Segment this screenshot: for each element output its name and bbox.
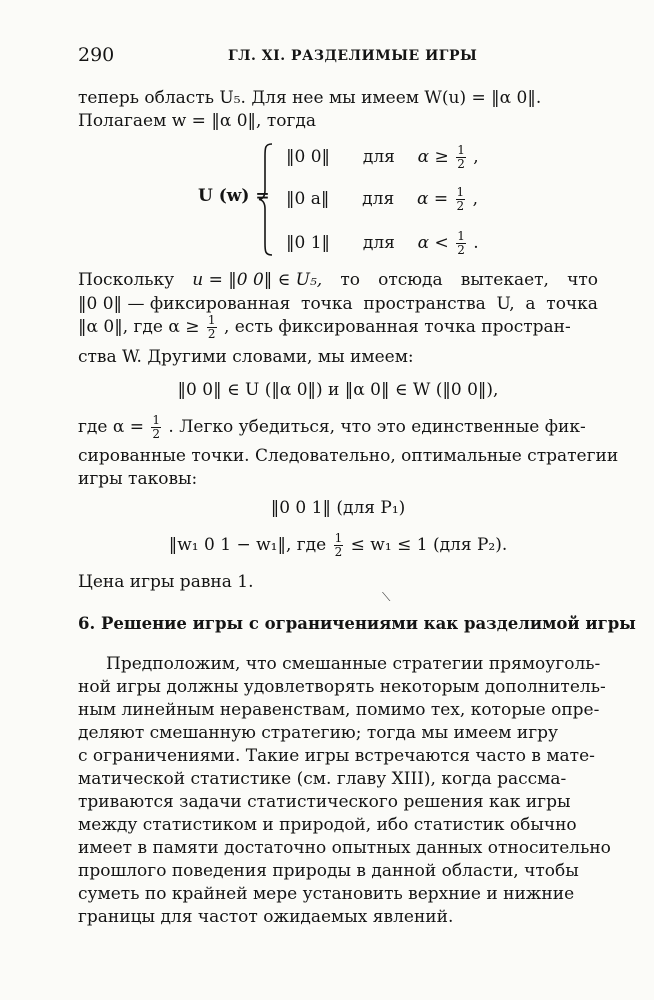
section-heading: 6. Решение игры с ограничениями как разделимой игры [78, 614, 636, 633]
frac-num: 1 [457, 143, 465, 157]
text-segment: где α = [78, 417, 144, 437]
frac-den: 2 [457, 243, 465, 257]
frac-den: 2 [207, 327, 216, 341]
frac-num: 1 [334, 531, 343, 545]
case-tail: , [472, 189, 478, 209]
frac-num: 1 [207, 313, 216, 327]
word: вытекает, [460, 270, 549, 290]
game-value: Цена игры равна 1. [78, 572, 254, 592]
strategy-p2 [78, 532, 598, 559]
paragraph-line: между статистиком и природой, ибо статистик обычно [78, 815, 577, 835]
text-segment: ≤ w₁ ≤ 1 (для P₂). [350, 535, 508, 555]
word: отсюда [378, 270, 443, 290]
inline-fraction [334, 532, 344, 559]
text-segment: ‖α 0‖, где α ≥ [78, 317, 200, 337]
frac-den: 2 [152, 427, 161, 441]
text-segment: . Легко убедиться, что это единственные фик- [168, 417, 586, 437]
case-expr: α ≥ [417, 147, 449, 167]
curly-brace [258, 142, 274, 257]
text-segment: ‖w₁ 0 1 − w₁‖, где [168, 535, 327, 555]
paragraph-line: матической статистике (см. главу XIII), когда рассма- [78, 769, 567, 789]
case-word: для [362, 233, 395, 253]
word: ‖0 0‖ — фиксированная [78, 294, 291, 314]
frac-den: 2 [457, 157, 465, 171]
case-expr: α = [416, 189, 449, 209]
paragraph-line: ной игры должны удовлетворять некоторым дополнитель- [78, 677, 606, 697]
word: точка [301, 294, 353, 314]
text-line [78, 268, 598, 292]
paragraph-line: триваются задачи статистического решения как игры [78, 792, 571, 812]
case-tail: , [473, 147, 479, 167]
case-vector: ‖0 1‖ [286, 233, 331, 253]
strategy-p1: ‖0 0 1‖ (для P₁) [270, 498, 406, 518]
inline-fraction [151, 414, 161, 441]
word: u = ‖0 0‖ ∈ U₅, [192, 270, 323, 290]
paragraph-line: с ограничениями. Такие игры встречаются часто в мате- [78, 746, 595, 766]
frac-num: 1 [457, 229, 465, 243]
case-vector: ‖0 0‖ [286, 147, 331, 167]
case-fraction [456, 230, 466, 257]
word: U, [496, 294, 515, 314]
word: точка [546, 294, 598, 314]
paragraph-line: границы для частот ожидаемых явлений. [78, 907, 454, 927]
text-line [78, 314, 598, 341]
display-equation: ‖0 0‖ ∈ U (‖α 0‖) и ‖α 0‖ ∈ W (‖0 0‖), [177, 380, 499, 400]
text-line [78, 414, 598, 441]
text-segment: , есть фиксированная точка простран- [223, 317, 571, 337]
text-line: сированные точки. Следовательно, оптимальные стратегии [78, 446, 619, 466]
paragraph-line: Предположим, что смешанные стратегии прямоуголь- [106, 654, 601, 674]
text-line [78, 292, 598, 316]
word: что [567, 270, 598, 290]
word: а [525, 294, 536, 314]
case-vector: ‖0 a‖ [286, 189, 330, 209]
page-header [78, 44, 596, 74]
text-line: Полагаем w = ‖α 0‖, тогда [78, 111, 316, 131]
uw-label: U (w) = [198, 186, 270, 206]
case-tail: . [473, 233, 479, 253]
paragraph-line: прошлого поведения природы в данной области, чтобы [78, 861, 579, 881]
paragraph-line: ным линейным неравенствам, помимо тех, которые опре- [78, 700, 600, 720]
word: пространства [363, 294, 486, 314]
paragraph-line: суметь по крайней мере установить верхние и нижние [78, 884, 575, 904]
scan-artifact: ⟍ [382, 590, 391, 604]
word: то [340, 270, 360, 290]
frac-den: 2 [334, 545, 343, 559]
case-row [286, 186, 478, 213]
frac-den: 2 [456, 199, 465, 213]
inline-fraction [207, 314, 217, 341]
text-line: ства W. Другими словами, мы имеем: [78, 347, 414, 367]
case-fraction [456, 186, 466, 213]
frac-num: 1 [456, 185, 465, 199]
case-fraction [456, 144, 466, 171]
word: Поскольку [78, 270, 175, 290]
page-number: 290 [78, 44, 115, 66]
case-expr: α < [417, 233, 449, 253]
text-line: игры таковы: [78, 469, 198, 489]
text-line: теперь область U₅. Для нее мы имеем W(u) = ‖α 0‖. [78, 88, 542, 108]
frac-num: 1 [152, 413, 161, 427]
case-row [286, 230, 479, 257]
running-title: ГЛ. XI. РАЗДЕЛИМЫЕ ИГРЫ [228, 48, 478, 64]
paragraph-line: деляют смешанную стратегию; тогда мы имеем игру [78, 723, 558, 743]
paragraph-line: имеет в памяти достаточно опытных данных относительно [78, 838, 611, 858]
case-word: для [362, 189, 395, 209]
case-row [286, 144, 479, 171]
case-word: для [362, 147, 395, 167]
